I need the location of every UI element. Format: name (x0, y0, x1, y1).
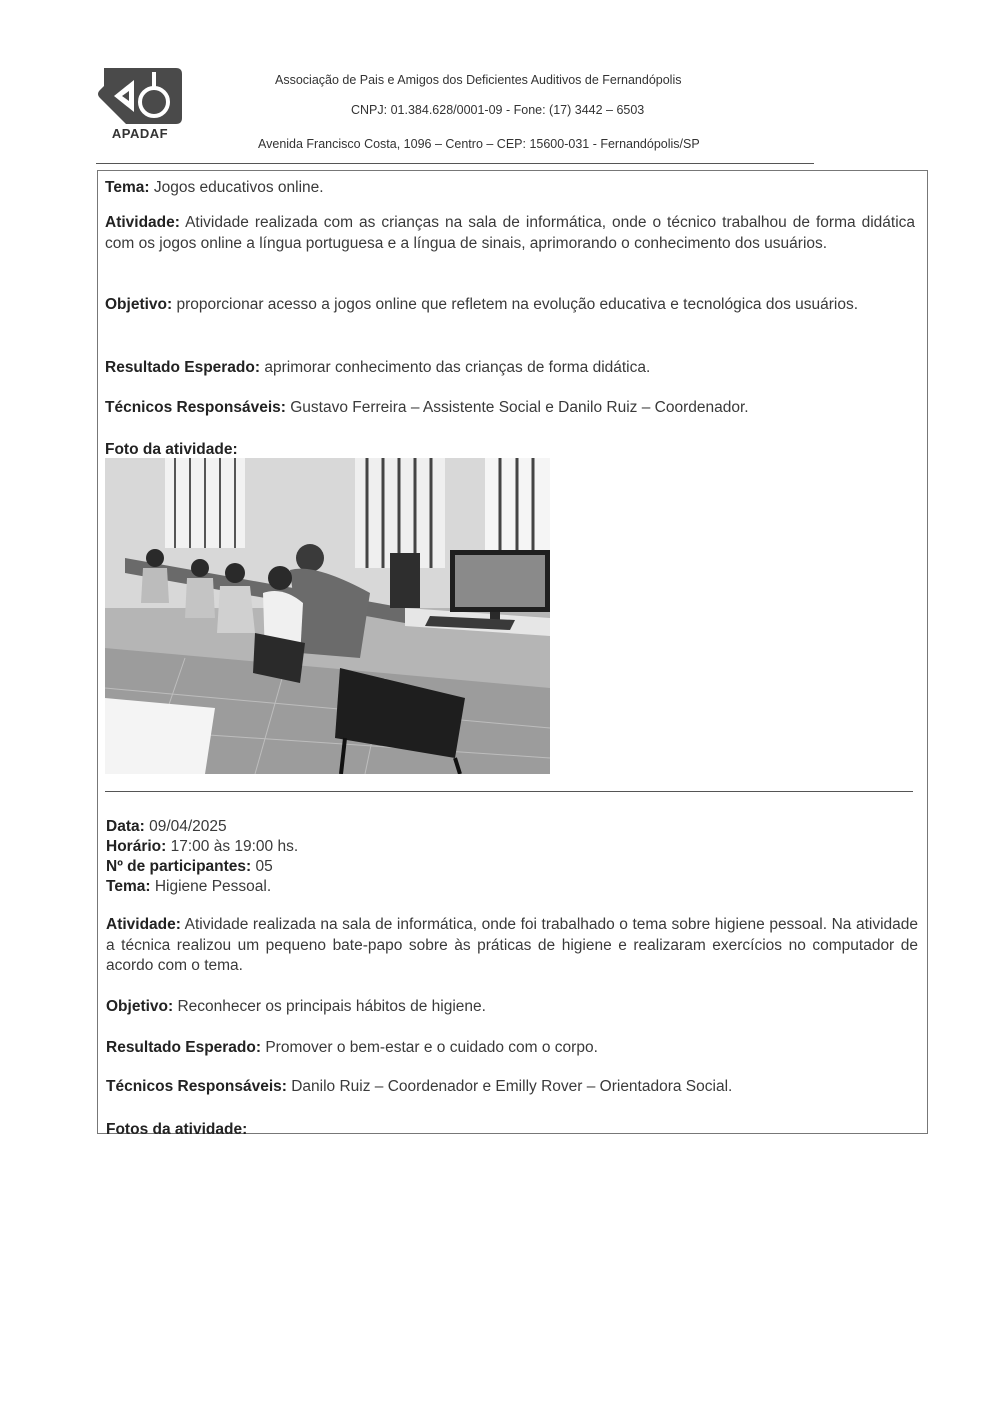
a2-tema (106, 877, 271, 898)
a2-fotos-label (106, 1120, 247, 1141)
a1-tema (105, 178, 905, 199)
a2-resultado (106, 1038, 906, 1059)
org-address: Avenida Francisco Costa, 1096 – Centro – CEP: 15600-031 - Fernandópolis/SP (258, 137, 700, 151)
a2-tema-label: Tema: (106, 878, 151, 895)
a1-objetivo-label: Objetivo: (105, 296, 173, 313)
a2-objetivo-label: Objetivo: (106, 998, 174, 1015)
apadaf-logo (96, 66, 184, 142)
a2-resultado-value: Promover o bem-estar e o cuidado com o corpo. (265, 1039, 598, 1056)
ear-logo-icon (96, 66, 184, 126)
a2-participantes-value: 05 (255, 858, 273, 875)
a2-fotos-label-text: Fotos da atividade: (106, 1121, 248, 1138)
a2-atividade-value: Atividade realizada na sala de informática, onde foi trabalhado o tema sobre higiene pessoal. Na atividade a técnica realizou um pequeno bate-papo sobre às práticas de higiene e realizaram exercícios no computador de acordo com o tema. (106, 916, 918, 974)
a2-objetivo-value: Reconhecer os principais hábitos de higiene. (177, 998, 486, 1015)
a2-atividade-label: Atividade: (106, 916, 181, 933)
a1-resultado-label: Resultado Esperado: (105, 359, 261, 376)
a2-resultado-label: Resultado Esperado: (106, 1039, 262, 1056)
a1-tema-label: Tema: (105, 179, 150, 196)
a2-data-value: 09/04/2025 (149, 818, 227, 835)
a2-participantes-label: Nº de participantes: (106, 858, 252, 875)
org-name: Associação de Pais e Amigos dos Deficientes Auditivos de Fernandópolis (275, 73, 682, 87)
a1-resultado-value: aprimorar conhecimento das crianças de forma didática. (264, 359, 651, 376)
a2-data (106, 817, 227, 838)
a2-tecnicos-label: Técnicos Responsáveis: (106, 1078, 287, 1095)
a1-tecnicos-label: Técnicos Responsáveis: (105, 399, 286, 416)
classroom-photo-illustration (105, 458, 550, 774)
a1-tecnicos (105, 398, 905, 419)
a1-objetivo-value: proporcionar acesso a jogos online que refletem na evolução educativa e tecnológica dos usuários. (176, 296, 859, 313)
a1-objetivo (105, 295, 915, 316)
a2-horario-label: Horário: (106, 838, 167, 855)
a2-atividade (106, 915, 918, 977)
a1-tecnicos-value: Gustavo Ferreira – Assistente Social e Danilo Ruiz – Coordenador. (290, 399, 749, 416)
a1-atividade (105, 213, 915, 254)
a2-participantes (106, 857, 273, 878)
a1-atividade-value: Atividade realizada com as crianças na sala de informática, onde o técnico trabalhou de forma didática com os jogos online a língua portuguesa e a língua de sinais, aprimorando o conhecimento dos usuários. (105, 214, 916, 252)
a1-atividade-label: Atividade: (105, 214, 180, 231)
a2-horario (106, 837, 298, 858)
a1-foto-label-text: Foto da atividade: (105, 441, 238, 458)
section-divider (105, 791, 913, 792)
a2-data-label: Data: (106, 818, 145, 835)
header-divider (96, 163, 814, 164)
a1-tema-value: Jogos educativos online. (153, 179, 324, 196)
a2-objetivo (106, 997, 906, 1018)
activity-photo (105, 458, 550, 774)
a1-resultado (105, 358, 905, 379)
a2-tema-value: Higiene Pessoal. (154, 878, 272, 895)
a2-tecnicos (106, 1077, 906, 1098)
a2-tecnicos-value: Danilo Ruiz – Coordenador e Emilly Rover – Orientadora Social. (291, 1078, 733, 1095)
cnpj-phone: CNPJ: 01.384.628/0001-09 - Fone: (17) 3442 – 6503 (351, 103, 645, 117)
a2-horario-value: 17:00 às 19:00 hs. (170, 838, 299, 855)
logo-text: APADAF (111, 126, 169, 141)
